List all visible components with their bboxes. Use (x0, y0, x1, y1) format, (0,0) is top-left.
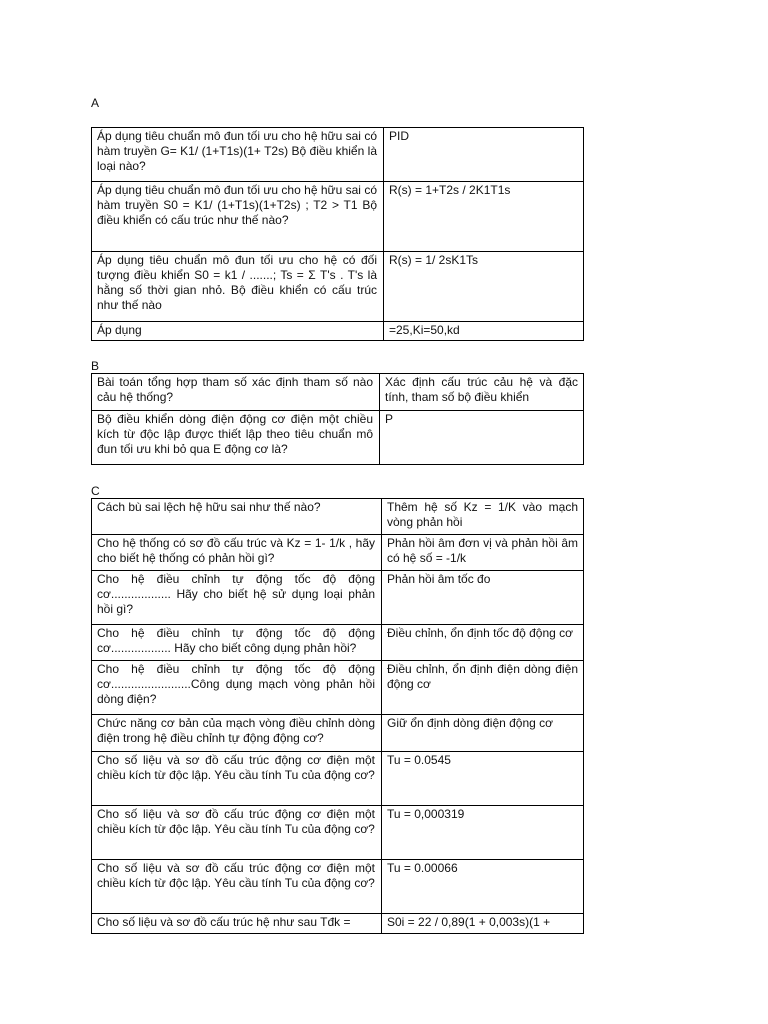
question-cell: Cho số liệu và sơ đồ cấu trúc động cơ điện một chiều kích từ độc lập. Yêu cầu tính Tu của động cơ? (92, 860, 382, 914)
table-row (92, 914, 584, 934)
answer-cell: R(s) = 1+T2s / 2K1T1s (384, 182, 584, 252)
table-row (92, 625, 584, 661)
table-row (92, 752, 584, 806)
table-row (92, 411, 584, 465)
question-text: Cho số liệu và sơ đồ cấu trúc hệ như sau Tđk = (97, 915, 351, 929)
question-cell: Áp dụng tiêu chuẩn mô đun tối ưu cho hệ hữu sai có hàm truyền G= K1/ (1+T1s)(1+ T2s) Bộ điều khiển là loại nào? (92, 128, 384, 182)
answer-cell: Phản hồi âm tốc đo (382, 571, 584, 625)
question-cell (92, 914, 382, 934)
table-row (92, 252, 584, 322)
table-row (92, 322, 584, 341)
answer-cell: Phản hồi âm đơn vị và phản hồi âm có hệ số = -1/k (382, 535, 584, 571)
question-cell: Chức năng cơ bản của mạch vòng điều chỉnh dòng điện trong hệ điều chỉnh tự động động cơ? (92, 715, 382, 752)
question-cell: Cho số liệu và sơ đồ cấu trúc động cơ điện một chiều kích từ độc lập. Yêu cầu tính Tu của động cơ? (92, 752, 382, 806)
question-cell: Áp dụng tiêu chuẩn mô đun tối ưu cho hệ có đối tượng điều khiển S0 = k1 / .......; Ts = Σ T's . T's là hằng số thời gian nhỏ. Bộ điều khiển có cấu trúc như thế nào (92, 252, 384, 322)
answer-cell (382, 914, 584, 934)
answer-cell: P (380, 411, 584, 465)
section-c-table (91, 498, 584, 934)
question-cell: Bộ điều khiển dòng điện động cơ điện một chiều kích từ độc lập được thiết lập theo tiêu chuẩn mô đun tối ưu khi bỏ qua E động cơ là? (92, 411, 380, 465)
question-cell: Cho số liệu và sơ đồ cấu trúc động cơ điện một chiều kích từ độc lập. Yêu cầu tính Tu của động cơ? (92, 806, 382, 860)
section-c-label: C (91, 484, 100, 498)
table-row (92, 182, 584, 252)
answer-cell: Tu = 0.0545 (382, 752, 584, 806)
answer-cell: R(s) = 1/ 2sK1Ts (384, 252, 584, 322)
section-a-table (91, 127, 584, 341)
answer-cell: Tu = 0.00066 (382, 860, 584, 914)
answer-cell: Thêm hệ số Kz = 1/K vào mạch vòng phản hồi (382, 499, 584, 535)
table-row (92, 860, 584, 914)
table-row (92, 571, 584, 625)
question-cell: Cách bù sai lệch hệ hữu sai như thế nào? (92, 499, 382, 535)
table-row (92, 499, 584, 535)
question-cell: Cho hệ điều chỉnh tự động tốc độ động cơ.................. Hãy cho biết hệ sử dụng loại phản hồi gì? (92, 571, 382, 625)
question-cell: Bài toán tổng hợp tham số xác định tham số nào cảu hệ thống? (92, 374, 380, 411)
question-cell: Cho hệ điều chỉnh tự động tốc độ động cơ........................Công dụng mạch vòng phản hồi dòng điện? (92, 661, 382, 715)
section-b-label: B (91, 359, 100, 373)
table-row (92, 128, 584, 182)
question-cell: Cho hệ điều chỉnh tự động tốc độ động cơ.................. Hãy cho biết công dụng phản hồi? (92, 625, 382, 661)
table-row (92, 374, 584, 411)
answer-cell: Điều chỉnh, ổn định tốc độ động cơ (382, 625, 584, 661)
question-cell: Áp dụng (92, 322, 384, 341)
table-row (92, 535, 584, 571)
answer-cell: PID (384, 128, 584, 182)
table-row (92, 715, 584, 752)
section-a-label: A (91, 96, 100, 110)
question-cell: Áp dụng tiêu chuẩn mô đun tối ưu cho hệ hữu sai có hàm truyền S0 = K1/ (1+T1s)(1+T2s) ; T2 > T1 Bộ điều khiển có cấu trúc như thế nào? (92, 182, 384, 252)
answer-cell: Tu = 0,000319 (382, 806, 584, 860)
table-row (92, 661, 584, 715)
section-b-table (91, 373, 584, 465)
answer-cell: Điều chỉnh, ổn định điện dòng điện động cơ (382, 661, 584, 715)
answer-text: S0i = 22 / 0,89(1 + 0,003s)(1 + (387, 915, 551, 929)
answer-cell: =25,Ki=50,kd (384, 322, 584, 341)
answer-cell: Giữ ổn định dòng điện động cơ (382, 715, 584, 752)
table-row (92, 806, 584, 860)
answer-cell: Xác định cấu trúc cảu hệ và đặc tính, tham số bộ điều khiển (380, 374, 584, 411)
question-cell: Cho hệ thống có sơ đồ cấu trúc và Kz = 1- 1/k , hãy cho biết hệ thống có phản hồi gì? (92, 535, 382, 571)
